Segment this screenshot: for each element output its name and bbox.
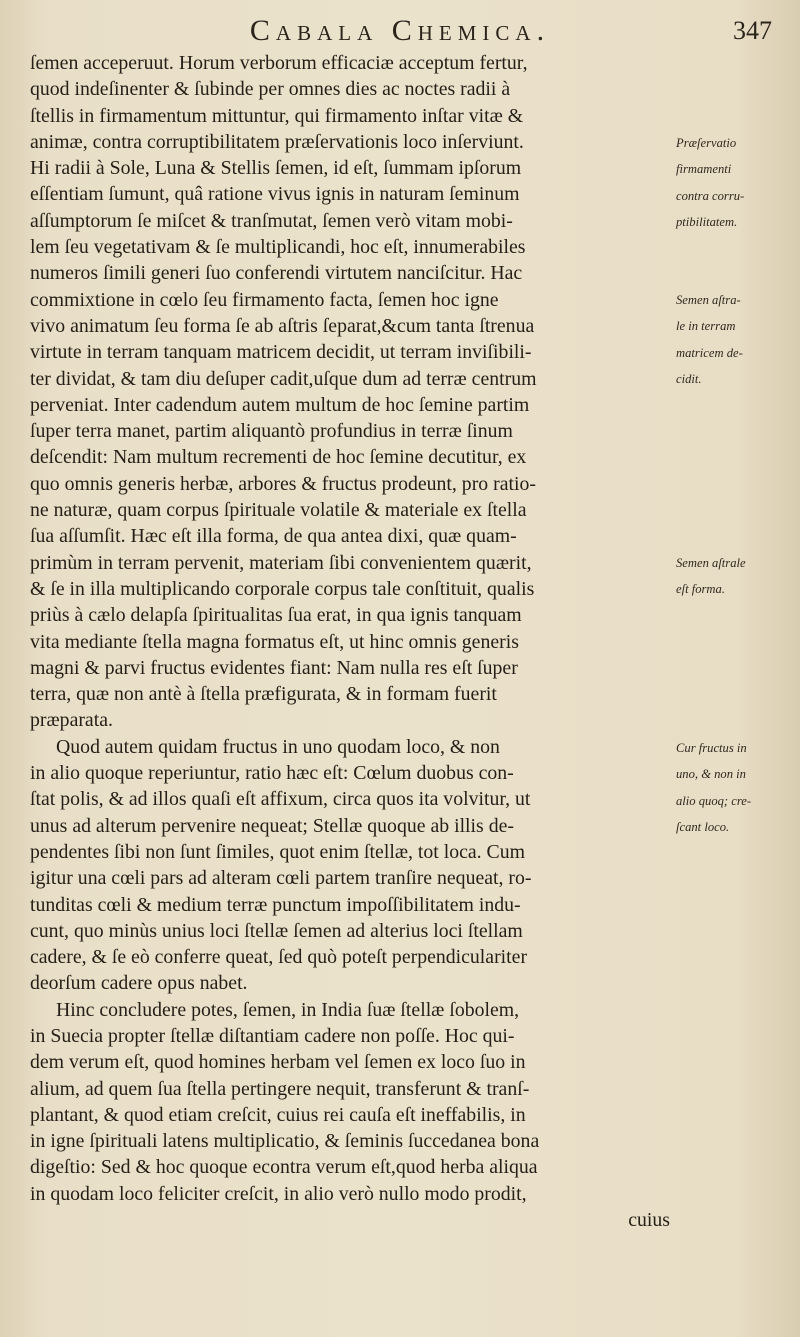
text-line: terra, quæ non antè à ſtella præfigurata, & in formam fuerit (30, 683, 497, 706)
text-line: dem verum eſt, quod homines herbam vel ſemen ex loco ſuo in (30, 1051, 526, 1074)
margin-note-line: alio quoq; cre- (676, 793, 752, 808)
text-line: ſua aſſumſit. Hæc eſt illa forma, de qua antea dixi, quæ quam- (30, 525, 517, 548)
margin-note-line: firmamenti (676, 162, 732, 177)
text-line: in quodam loco feliciter creſcit, in alio verò nullo modo prodit, (30, 1182, 527, 1205)
margin-note-line: Cur fructus in (676, 741, 747, 755)
text-line: eſſentiam ſumunt, quâ ratione vivus ignis in naturam ſeminum (30, 183, 520, 206)
page-number: 347 (733, 16, 772, 45)
margin-note (676, 735, 798, 840)
text-line: quo omnis generis herbæ, arbores & fructus prodeunt, pro ratio- (30, 472, 536, 495)
text-line: deſcendit: Nam multum recrementi de hoc ſemine decutitur, ex (30, 446, 527, 469)
text-line: præparata. (30, 709, 113, 732)
text-line: unus ad alterum pervenire nequeat; Stellæ quoque ab illis de- (30, 814, 514, 837)
text-line: animæ, contra corruptibilitatem præſervationis loco inſerviunt. (30, 130, 524, 153)
margin-note-line: Præſervatio (676, 136, 737, 150)
text-line: priùs à cælo delapſa ſpiritualitas ſua erat, in qua ignis tanquam (30, 604, 522, 627)
margin-note-line: contra corru- (676, 188, 745, 203)
text-line: ſuper terra manet, partim aliquantò profundius in terræ ſinum (30, 420, 513, 443)
text-line: quod indeſinenter & ſubinde per omnes dies ac noctes radii à (30, 78, 511, 101)
text-line: ne naturæ, quam corpus ſpirituale volatile & materiale ex ſtella (30, 499, 527, 522)
text-line: ſtat polis, & ad illos quaſi eſt affixum, circa quos ita volvitur, ut (30, 788, 531, 811)
text-line: vivo animatum ſeu forma ſe ab aſtris ſeparat,&cum tanta ſtrenua (30, 314, 535, 337)
margin-note (676, 287, 798, 392)
margin-note-line: matricem de- (676, 345, 743, 360)
margin-note (676, 130, 798, 235)
margin-note-line: cidit. (676, 371, 702, 386)
text-line: cunt, quo minùs unius loci ſtellæ ſemen ad alterius loci ſtellam (30, 919, 523, 942)
margin-note-line: ptibilitatem. (676, 214, 738, 229)
text-line: vita mediante ſtella magna formatus eſt, ut hinc omnis generis (30, 630, 519, 653)
catchword: cuius (628, 1209, 670, 1232)
text-line: numeros ſimili generi ſuo conferendi virtutem nanciſcitur. Hac (30, 262, 523, 285)
page-header (0, 10, 800, 50)
text-line: digeſtio: Sed & hoc quoque econtra verum eſt,quod herba aliqua (30, 1156, 538, 1179)
text-line: igitur una cœli pars ad alteram cœli partem tranſire nequeat, ro- (30, 867, 532, 890)
margin-note-line: Semen aſtra- (676, 293, 741, 307)
text-line: ter dividat, & tam diu deſuper cadit,uſque dum ad terræ centrum (30, 367, 537, 390)
text-line: virtute in terram tanquam matricem decidit, ut terram inviſibili- (30, 341, 532, 364)
text-line: in alio quoque reperiuntur, ratio hæc eſt: Cœlum duobus con- (30, 762, 514, 785)
text-line: primùm in terram pervenit, materiam ſibi convenientem quærit, (30, 551, 532, 574)
text-line: ſtellis in firmamentum mittuntur, qui firmamento inſtar vitæ & (30, 104, 524, 127)
text-line: cadere, & ſe eò conferre queat, ſed quò poteſt perpendiculariter (30, 946, 528, 969)
text-line: & ſe in illa multiplicando corporale corpus tale conſtituit, qualis (30, 577, 535, 600)
margin-note-line: eſt forma. (676, 582, 725, 597)
paragraph-start-line: Quod autem quidam fructus in uno quodam loco, & non (56, 735, 500, 758)
text-line: pendentes ſibi non ſunt ſimiles, quot enim ſtellæ, tot loca. Cum (30, 840, 526, 863)
text-line: deorſum cadere opus nabet. (30, 972, 248, 995)
text-line: ſemen acceperuut. Horum verborum efficaciæ acceptum fertur, (30, 52, 528, 74)
margin-note-line: le in terram (676, 319, 736, 334)
text-line: aſſumptorum ſe miſcet & tranſmutat, ſemen verò vitam mobi- (30, 209, 513, 232)
text-line: tunditas cœli & medium terræ punctum impoſſibilitatem indu- (30, 893, 521, 916)
margin-note-line: uno, & non in (676, 767, 746, 782)
margin-note (676, 550, 798, 603)
body-text (30, 50, 670, 1233)
running-title: Cabala Chemica. (249, 14, 551, 47)
margin-note-line: Semen aſtrale (676, 556, 746, 570)
text-line: lem ſeu vegetativam & ſe multiplicandi, hoc eſt, innumerabiles (30, 236, 526, 259)
text-line: alium, ad quem ſua ſtella pertingere nequit, transferunt & tranſ- (30, 1077, 530, 1100)
text-line: in Suecia propter ſtellæ diſtantiam cadere non poſſe. Hoc qui- (30, 1024, 515, 1047)
text-line: in igne ſpirituali latens multiplicatio, & ſeminis ſuccedanea bona (30, 1130, 540, 1153)
text-line: magni & parvi fructus evidentes fiant: Nam nulla res eſt ſuper (30, 656, 518, 679)
margin-note-line: ſcant loco. (676, 819, 730, 834)
text-line: Hi radii à Sole, Luna & Stellis ſemen, id eſt, ſummam ipſorum (30, 157, 522, 180)
text-line: plantant, & quod etiam creſcit, cuius rei cauſa eſt ineffabilis, in (30, 1103, 526, 1126)
text-line: perveniat. Inter cadendum autem multum de hoc ſemine partim (30, 393, 530, 416)
paragraph-start-line: Hinc concludere potes, ſemen, in India ſuæ ſtellæ ſobolem, (56, 998, 520, 1021)
text-line: commixtione in cœlo ſeu firmamento facta, ſemen hoc igne (30, 288, 499, 311)
